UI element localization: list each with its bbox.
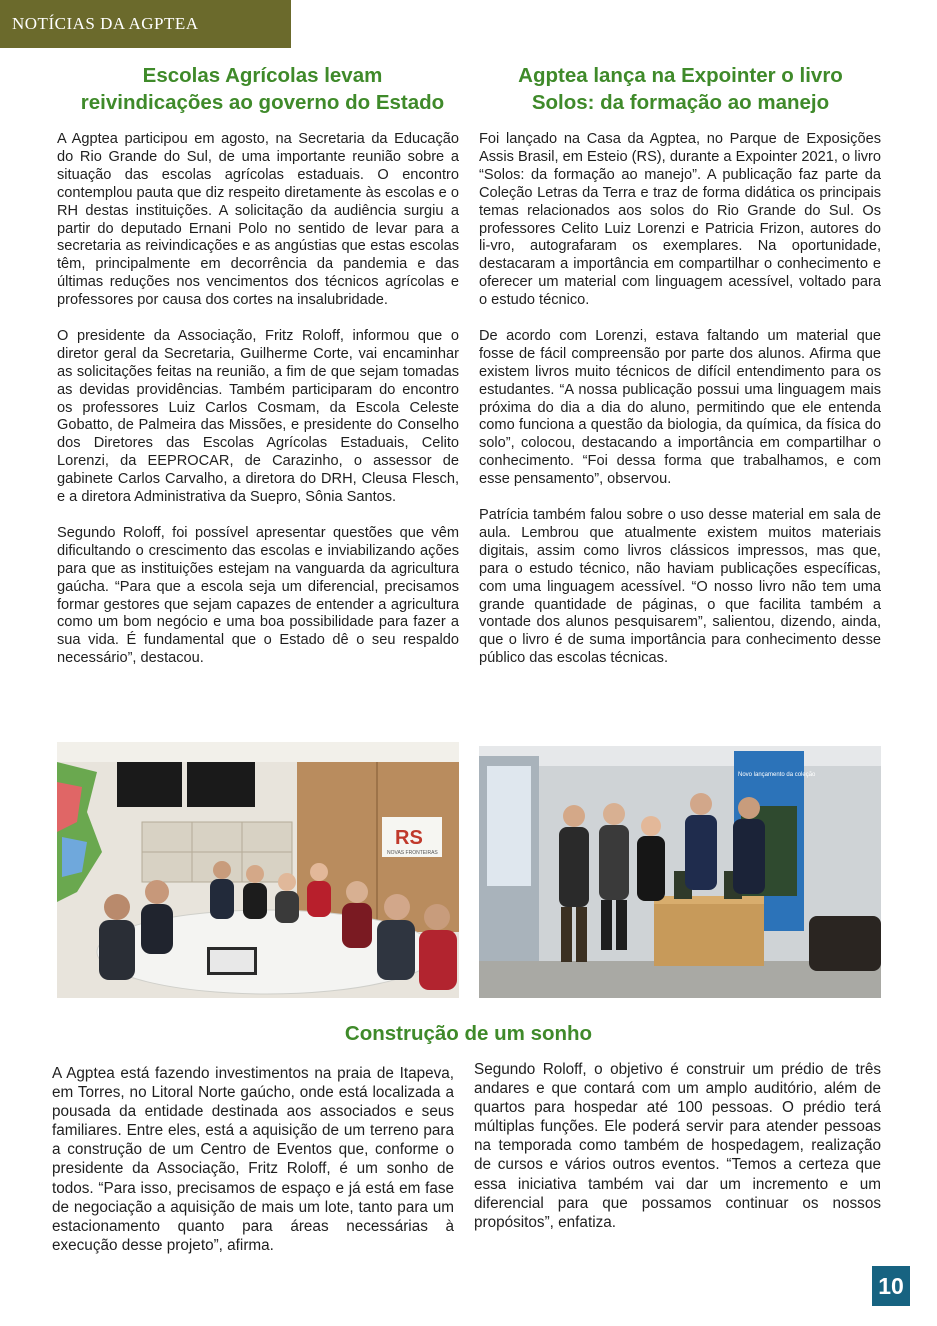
article2-paragraph: Patrícia também falou sobre o uso desse material em sala de aula. Lembrou que atualmente existem muitos materiais digitais, assim como livros clássicos impressos, mas que, para o estudo técnico, não haviam publicações específicas, com uma linguagem acessível. “O nosso livro não tem uma grande quantidade de páginas, o que facilita também a vontade dos alunos pesquisarem”, salientou, dizendo, ainda, que o livro é de suma importância para conhecimento desse público das escolas técnicas.	[479, 507, 881, 667]
article1-paragraph: Segundo Roloff, foi possível apresentar questões que vêm dificultando o crescimento das escolas e inviabilizando ações para que as instituições estejam na vanguarda da agricultura gaúcha. “Para que a escola seja um diferencial, precisamos formar gestores que sejam capazes de entender a agricultura como um bom negócio e uma boa possibilidade para fazer a sua vida. É fundamental que o Estado dê o seu respaldo necessário”, destacou.	[57, 524, 459, 667]
article2-title-line1: Agptea lança na Expointer o livro	[518, 64, 843, 87]
article2-paragraph: Foi lançado na Casa da Agptea, no Parque de Exposições Assis Brasil, em Esteio (RS), durante a Expointer 2021, o livro “Solos: da formação ao manejo”. A publicação faz parte da Coleção Letras da Terra e traz de forma didática os principais temas relacionados aos solos do Rio Grande do Sul. Os professores Celito Luiz Lorenzi e Patricia Frizon, autores do li-vro, autografaram os exemplares. Na oportunidade, destacaram a importância em compartilhar o conhecimento e oferecer um material com linguagem acessível, voltado para o estudo técnico.	[479, 131, 881, 309]
meeting-scene-illustration	[57, 742, 459, 998]
section-label: NOTÍCIAS DA AGPTEA	[12, 14, 199, 33]
book-launch-scene-illustration	[479, 746, 881, 998]
meeting-photo	[57, 742, 459, 998]
rs-logo-text: RS	[395, 827, 423, 849]
article1-body	[57, 131, 459, 668]
page-number: 10	[872, 1266, 910, 1306]
section-header	[0, 0, 291, 48]
article2-title-line2: Solos: da formação ao manejo	[531, 91, 830, 114]
article1-title-line1: Escolas Agrícolas levam	[142, 64, 383, 87]
article3-paragraph: A Agptea está fazendo investimentos na praia de Itapeva, em Torres, no Litoral Norte gaúcho, onde está localizada a pousada da entidade destinada aos associados e seus familiares. Entre eles, está a aquisição de um terreno para a construção de um Centro de Eventos que, conforme o presidente da Associação, Fritz Roloff, é um sonho de todos. “Para isso, precisamos de espaço e já está em fase de negociação a aquisição de mais um lote, tanto para um estacionamento quanto para áreas necessárias à execução desse projeto”, afirma.	[52, 1065, 454, 1254]
article1-title	[40, 62, 485, 116]
article1-title-line2: reivindicações ao governo do Estado	[80, 91, 445, 114]
article2-title	[458, 62, 903, 116]
book-launch-photo	[479, 746, 881, 998]
article3-title: Construção de um sonho	[344, 1022, 593, 1045]
banner-text: Novo lançamento da coleção	[738, 772, 816, 778]
article1-paragraph: A Agptea participou em agosto, na Secretaria da Educação do Rio Grande do Sul, de uma importante reunião sobre a situação das escolas agrícolas estaduais. O encontro contemplou pauta que diz respeito diretamente às escolas e o RH destas instituições. A solicitação da audiência surgiu a partir do deputado Ernani Polo no sentido de levar para a secretaria as reivindicações e as angústias que estas escolas têm, principalmente em decorrência da pandemia e das últimas reduções nos vencimentos dos técnicos agrícolas e professores por causa dos cortes na insalubridade.	[57, 131, 459, 309]
article3-left-column	[52, 1064, 454, 1255]
article3-right-column	[474, 1060, 881, 1232]
article1-paragraph: O presidente da Associação, Fritz Roloff, informou que o diretor geral da Secretaria, Guilherme Corte, vai encaminhar as solicitações feitas na reunião, a fim de que sejam tomadas as devidas providências. Também participaram do encontro os professores Luiz Carlos Cosmam, da Escola Celeste Gobatto, de Palmeira das Missões, e presidente do Conselho dos Diretores das Escolas Agrícolas Estaduais, Celito Lorenzi, da EEPROCAR, de Carazinho, o assessor de gabinete Carlos Carvalho, a diretora do DRH, Cleusa Flesch, e a diretora Administrativa da Suepro, Sônia Santos.	[57, 327, 459, 506]
rs-logo-subtitle: NOVAS FRONTEIRAS	[387, 850, 438, 856]
article2-body	[479, 131, 881, 668]
article3-paragraph: Segundo Roloff, o objetivo é construir um prédio de três andares e que contará com um amplo auditório, além de quartos para hospedar até 100 pessoas. O prédio terá múltiplas funções. Ele poderá servir para atender pessoas na temporada como também de hospedagem, realização de cursos e vários outros eventos. “Temos a certeza que essa iniciativa também vai dar um incremento e um diferencial para que possamos continuar os nossos propósitos”, enfatiza.	[474, 1061, 881, 1231]
article2-paragraph: De acordo com Lorenzi, estava faltando um material que fosse de fácil compreensão por parte dos alunos. Afirma que existem livros muito técnicos de difícil entendimento para os estudantes. “A nossa publicação possui uma linguagem mais próxima do dia a dia do aluno, permitindo que ele entenda como funciona a questão da biologia, da química, da física do solo”, colocou, destacando a importância em compartilhar o conhecimento. “Foi dessa forma que trabalhamos, e com esse pensamento”, observou.	[479, 327, 881, 488]
